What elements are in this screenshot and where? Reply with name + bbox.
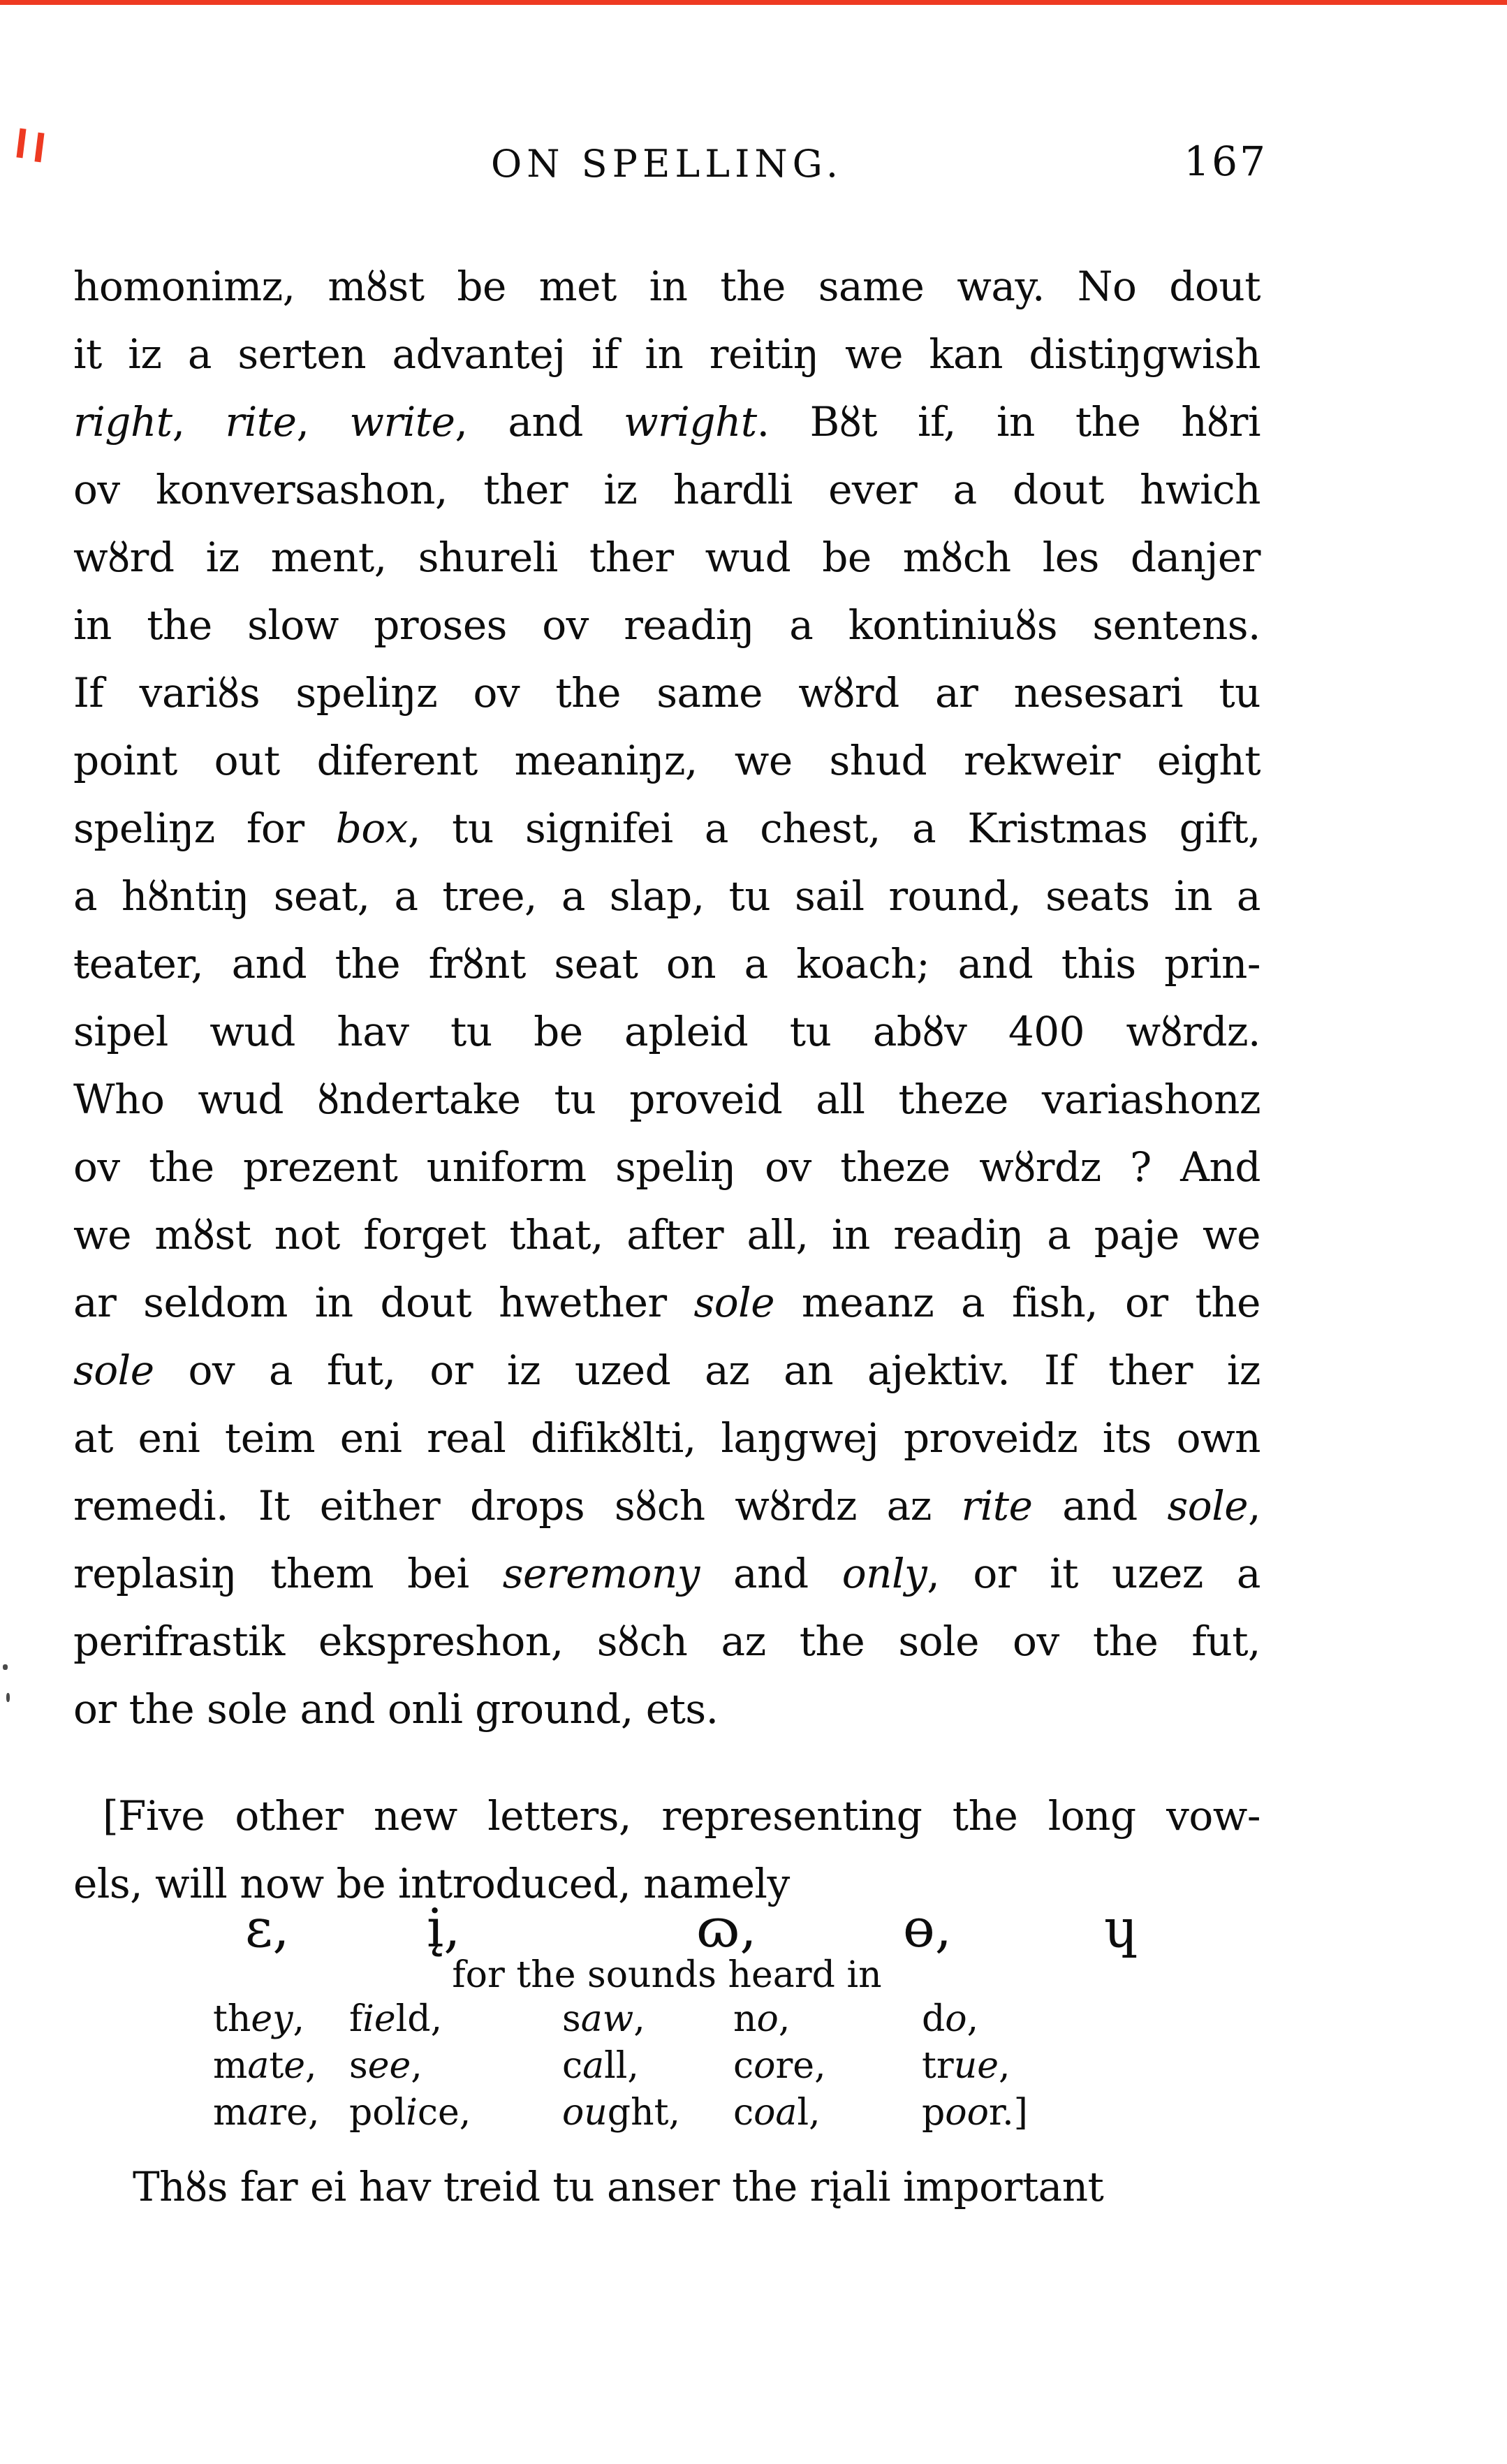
text-line	[73, 1134, 1260, 1201]
text-line	[73, 1540, 1260, 1608]
text-segment: ov a fut, or iz uzed az an ajektiv. If ther iz	[154, 1347, 1260, 1394]
text-segment: f	[349, 1998, 363, 2040]
text-segment: ov the prezent uniform speliŋ ov theze wȣrdz ? And	[73, 1143, 1260, 1191]
text-segment: ,	[411, 2045, 422, 2087]
text-segment: ,	[778, 1998, 791, 2040]
text-segment: , and	[455, 398, 624, 446]
running-header-title: ON SPELLING.	[490, 142, 844, 186]
example-word	[562, 2090, 733, 2136]
text-segment: ght,	[607, 2092, 680, 2134]
text-segment: l,	[797, 2092, 821, 2134]
text-segment: speliŋz for	[73, 805, 336, 852]
text-segment: m	[213, 2045, 248, 2087]
text-line	[73, 321, 1260, 388]
italic-word: a	[247, 2045, 270, 2087]
italic-word: sole	[693, 1279, 775, 1326]
text-segment: ,	[966, 1998, 979, 2040]
example-word	[213, 1996, 349, 2043]
new-letter-glyph: ε,	[245, 1897, 290, 1959]
italic-word: ue	[953, 2045, 999, 2087]
text-segment: ar seldom in dout hwether	[73, 1279, 694, 1326]
text-segment: re,	[269, 2092, 320, 2134]
example-word	[213, 2090, 349, 2136]
italic-word: wright	[623, 398, 757, 446]
text-segment: and	[1032, 1482, 1168, 1530]
text-line	[73, 1201, 1260, 1269]
text-segment: a hȣntiŋ seat, a tree, a slap, tu sail round, seats in a	[73, 872, 1260, 920]
text-segment: meanz a fish, or the	[774, 1279, 1260, 1326]
text-segment: s	[349, 2045, 368, 2087]
text-line	[73, 1269, 1260, 1337]
italic-word: aw	[580, 1998, 634, 2040]
text-segment: remedi. It either drops sȣch wȣrdz az	[73, 1482, 962, 1530]
text-segment: or the sole and onli ground, ets.	[73, 1685, 719, 1733]
text-line	[73, 456, 1260, 524]
text-segment: els, will now be introduced, namely	[73, 1860, 790, 1907]
text-segment: ŧeater, and the frȣnt seat on a koach; and this prin-	[73, 940, 1260, 988]
scan-speck	[3, 1664, 8, 1670]
example-word	[922, 1996, 1028, 2043]
italic-word: write	[349, 398, 455, 446]
text-segment: we mȣst not forget that, after all, in readiŋ a paje we	[73, 1211, 1260, 1259]
example-words-row	[213, 2090, 1028, 2136]
text-segment: c	[562, 2045, 583, 2087]
text-segment: ov konversashon, ther iz hardli ever a dout hwich	[73, 466, 1260, 513]
text-segment: and	[699, 1550, 842, 1597]
example-word	[733, 1996, 922, 2043]
red-edge-mark	[34, 133, 44, 163]
new-letter-glyph: į,	[427, 1897, 461, 1959]
text-segment: ,	[296, 398, 350, 446]
example-word	[733, 2043, 922, 2090]
text-line	[73, 659, 1260, 727]
text-segment: point out diferent meaniŋz, we shud rekweir eight	[73, 737, 1260, 784]
italic-word: i	[406, 2092, 418, 2134]
text-segment: ,	[305, 2045, 317, 2087]
new-letter-glyph: ɵ,	[903, 1897, 952, 1959]
example-word	[349, 1996, 562, 2043]
text-segment: homonimz, mȣst be met in the same way. No dout	[73, 263, 1260, 310]
italic-word: o	[756, 1998, 779, 2040]
italic-word: e	[284, 2045, 306, 2087]
example-word	[213, 2043, 349, 2090]
red-top-border	[0, 0, 1507, 5]
text-segment: sipel wud hav tu be apleid tu abȣv 400 wȣrdz.	[73, 1008, 1260, 1055]
text-line	[73, 524, 1260, 592]
italic-word: ee	[367, 2045, 411, 2087]
text-segment: it iz a serten advantej if in reitiŋ we kan distiŋgwish	[73, 330, 1260, 378]
example-word	[733, 2090, 922, 2136]
text-line	[73, 1675, 1260, 1743]
example-word	[922, 2043, 1028, 2090]
text-line	[73, 2153, 1260, 2221]
example-words-row	[213, 1996, 1028, 2043]
example-words-row	[213, 2043, 1028, 2090]
italic-word: a	[247, 2092, 270, 2134]
text-line	[73, 1472, 1260, 1540]
text-line	[73, 1782, 1260, 1850]
italic-word: box	[335, 805, 409, 852]
text-segment: c	[733, 2045, 754, 2087]
red-edge-mark	[16, 129, 26, 159]
italic-word: rite	[961, 1482, 1033, 1530]
text-segment: n	[733, 1998, 757, 2040]
text-segment: ,	[1248, 1482, 1261, 1530]
text-segment: ,	[172, 398, 226, 446]
text-segment: th	[213, 1998, 251, 2040]
text-line	[73, 253, 1260, 321]
text-segment: r.]	[988, 2092, 1028, 2134]
text-segment: p	[922, 2092, 946, 2134]
text-segment: If variȣs speliŋz ov the same wȣrd ar nesesari tu	[73, 669, 1260, 717]
text-line	[73, 1405, 1260, 1472]
example-word	[349, 2090, 562, 2136]
paragraph-main	[73, 253, 1260, 1743]
text-segment: tr	[922, 2045, 954, 2087]
letters-caption: for the sounds heard in	[452, 1954, 882, 1996]
new-letter-glyph: ɥ	[1104, 1897, 1138, 1959]
text-line	[73, 727, 1260, 795]
text-segment: c	[733, 2092, 754, 2134]
text-segment: Who wud ȣndertake tu proveid all theze variashonz	[73, 1076, 1260, 1123]
italic-word: sole	[1167, 1482, 1249, 1530]
italic-word: seremony	[502, 1550, 700, 1597]
italic-word: only	[841, 1550, 927, 1597]
text-segment: , tu signifei a chest, a Kristmas gift,	[408, 805, 1260, 852]
italic-word: o	[753, 2045, 776, 2087]
page-number: 167	[1184, 138, 1267, 185]
text-segment: t	[269, 2045, 284, 2087]
text-segment: ce,	[417, 2092, 471, 2134]
text-segment: in the slow proses ov readiŋ a kontiniuȣs sentens.	[73, 601, 1260, 649]
text-segment: ld,	[395, 1998, 443, 2040]
text-segment: re,	[775, 2045, 826, 2087]
text-segment: d	[922, 1998, 946, 2040]
text-line	[73, 998, 1260, 1066]
example-word	[922, 2090, 1028, 2136]
example-words-table	[213, 1996, 1028, 2136]
text-segment: pol	[349, 2092, 406, 2134]
text-segment: ,	[999, 2045, 1010, 2087]
example-word	[349, 2043, 562, 2090]
text-segment: [Five other new letters, representing the long vow-	[103, 1792, 1260, 1840]
text-segment: . Bȣt if, in the hȣri	[756, 398, 1260, 446]
italic-word: rite	[225, 398, 297, 446]
text-segment: m	[213, 2092, 248, 2134]
new-letter-glyph: ɷ,	[696, 1897, 757, 1959]
italic-word: right	[73, 398, 172, 446]
italic-word: oa	[753, 2092, 797, 2134]
text-line	[73, 795, 1260, 863]
italic-word: ou	[562, 2092, 608, 2134]
italic-word: ie	[362, 1998, 396, 2040]
italic-word: sole	[73, 1347, 154, 1394]
scan-speck	[6, 1693, 10, 1702]
text-line	[73, 930, 1260, 998]
text-segment: , or it uzez a	[927, 1550, 1261, 1597]
text-line	[73, 1066, 1260, 1134]
text-segment: ll,	[604, 2045, 639, 2087]
text-segment: wȣrd iz ment, shureli ther wud be mȣch les danjer	[73, 534, 1260, 581]
example-word	[562, 2043, 733, 2090]
text-line	[73, 388, 1260, 456]
text-segment: perifrastik ekspreshon, sȣch az the sole ov the fut,	[73, 1618, 1260, 1665]
text-line	[73, 863, 1260, 930]
text-segment: Thȣs far ei hav treid tu anser the rįali important	[133, 2163, 1104, 2210]
italic-word: a	[582, 2045, 605, 2087]
italic-word: o	[945, 1998, 967, 2040]
running-header	[73, 138, 1267, 198]
text-segment: ,	[633, 1998, 645, 2040]
text-line	[73, 592, 1260, 659]
paragraph-closing	[73, 2153, 1260, 2221]
text-segment: ,	[293, 1998, 305, 2040]
text-segment: replasiŋ them bei	[73, 1550, 503, 1597]
example-word	[562, 1996, 733, 2043]
text-segment: s	[562, 1998, 581, 2040]
italic-word: oo	[945, 2092, 989, 2134]
text-line	[73, 1608, 1260, 1675]
italic-word: ey	[251, 1998, 293, 2040]
text-line	[73, 1337, 1260, 1405]
text-segment: at eni teim eni real difikȣlti, laŋgwej proveidz its own	[73, 1414, 1260, 1462]
